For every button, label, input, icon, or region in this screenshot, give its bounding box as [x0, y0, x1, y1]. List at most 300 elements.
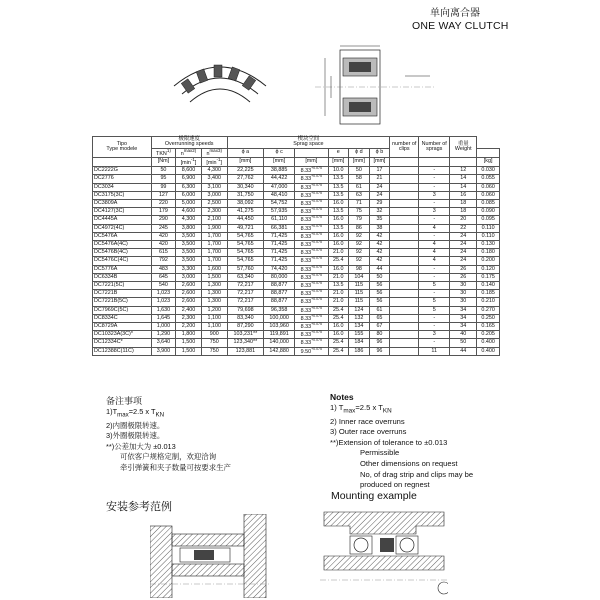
table-cell: 86: [349, 224, 370, 232]
table-row: [93, 208, 500, 216]
table-cell: $8.33^{+0.075}$: [295, 273, 328, 281]
table-cell: 13.5: [328, 175, 349, 183]
table-cell: 32: [369, 208, 390, 216]
table-cell: 95: [151, 175, 175, 183]
table-cell: $8.33^{+0.075}$: [295, 224, 328, 232]
table-cell: 58: [349, 175, 370, 183]
table-cell: 13.5: [328, 208, 349, 216]
table-cell: 80,000: [264, 273, 295, 281]
unit-e: [mm]: [328, 158, 349, 167]
table-cell: 56: [369, 298, 390, 306]
table-cell: 61: [369, 306, 390, 314]
table-cell: 1,700: [201, 257, 227, 265]
table-cell: 24: [369, 191, 390, 199]
table-cell: 2,600: [176, 290, 202, 298]
table-cell: 41,275: [227, 208, 264, 216]
table-cell: 27,762: [227, 175, 264, 183]
col-weight-header: 重量 Weight: [450, 137, 477, 158]
table-cell: 420: [151, 232, 175, 240]
table-cell: 103,960: [264, 323, 295, 331]
notes-en-6: Other dimensions on request: [360, 459, 458, 469]
table-cell: [390, 241, 419, 249]
table-cell: 0.030: [477, 167, 500, 175]
table-cell: 2,400: [176, 306, 202, 314]
table-cell: DC5476C(4C): [93, 257, 152, 265]
table-cell: DC3809A: [93, 200, 152, 208]
table-cell: [390, 175, 419, 183]
table-cell: 30: [450, 290, 477, 298]
table-cell: $9.50^{+0.075}$: [295, 347, 328, 355]
table-cell: [390, 191, 419, 199]
mounting-drawing-right: [320, 508, 448, 598]
table-cell: 13.5: [328, 282, 349, 290]
table-cell: 0.060: [477, 183, 500, 191]
table-cell: 0.205: [477, 331, 500, 339]
table-cell: 540: [151, 282, 175, 290]
table-cell: 29: [369, 200, 390, 208]
table-row: [93, 298, 500, 306]
table-cell: 179: [151, 208, 175, 216]
table-cell: 0.165: [477, 323, 500, 331]
table-cell: 0.110: [477, 224, 500, 232]
table-row: [93, 273, 500, 281]
table-cell: 21.0: [328, 273, 349, 281]
table-cell: 2,600: [176, 282, 202, 290]
unit-dmin: [mm]: [349, 158, 370, 167]
table-cell: [390, 323, 419, 331]
table-cell: $8.33^{+0.075}$: [295, 191, 328, 199]
table-cell: DC7221(5C): [93, 282, 152, 290]
table-cell: [390, 257, 419, 265]
unit-clips: [419, 158, 450, 167]
table-cell: 5: [419, 306, 450, 314]
table-cell: -: [419, 290, 450, 298]
table-cell: 100,000: [264, 314, 295, 322]
table-cell: 3: [419, 191, 450, 199]
table-cell: 14: [450, 175, 477, 183]
table-cell: 31,750: [227, 191, 264, 199]
table-cell: 1,645: [151, 314, 175, 322]
table-cell: $8.33^{+0.075}$: [295, 216, 328, 224]
spec-table: [92, 136, 500, 356]
table-cell: 18: [450, 200, 477, 208]
table-cell: 0.400: [477, 339, 500, 347]
table-cell: 98: [349, 265, 370, 273]
table-cell: $8.33^{+0.075}$: [295, 323, 328, 331]
table-row: [93, 232, 500, 240]
table-cell: 34: [450, 323, 477, 331]
table-cell: 1,500: [176, 347, 202, 355]
notes-en-7: No, of drag strip and clips may be: [360, 469, 474, 479]
table-row: [93, 323, 500, 331]
table-cell: 63: [349, 191, 370, 199]
table-cell: [390, 249, 419, 257]
table-cell: -: [419, 183, 450, 191]
table-cell: DC10323A(3C)*: [93, 331, 152, 339]
table-cell: DC2776: [93, 175, 152, 183]
table-cell: 67: [369, 323, 390, 331]
table-cell: [390, 282, 419, 290]
table-cell: 2,500: [201, 200, 227, 208]
table-cell: 0.090: [477, 208, 500, 216]
table-cell: 26: [450, 273, 477, 281]
table-cell: 6,300: [176, 183, 202, 191]
table-cell: -: [419, 167, 450, 175]
table-cell: 1,700: [201, 249, 227, 257]
table-row: [93, 265, 500, 273]
hdr-dmin: ϕ d: [349, 148, 370, 157]
hdr-sp: [295, 148, 328, 157]
table-cell: 42: [369, 257, 390, 265]
table-cell: 186: [349, 347, 370, 355]
table-cell: 1,630: [151, 306, 175, 314]
table-cell: 25.4: [328, 347, 349, 355]
table-row: [93, 175, 500, 183]
table-cell: 5: [419, 282, 450, 290]
table-row: [93, 339, 500, 347]
table-cell: $8.33^{+0.075}$: [295, 232, 328, 240]
table-cell: 0.140: [477, 282, 500, 290]
notes-cn-5: 可依客户规格定制，欢迎洽询: [120, 452, 217, 462]
table-cell: 61,110: [264, 216, 295, 224]
table-cell: 72,217: [227, 282, 264, 290]
table-cell: 3,400: [201, 175, 227, 183]
table-cell: 38: [369, 224, 390, 232]
table-cell: 79,698: [227, 306, 264, 314]
table-cell: 74,420: [264, 265, 295, 273]
table-cell: 50: [151, 167, 175, 175]
table-cell: -: [419, 323, 450, 331]
table-cell: 71,425: [264, 241, 295, 249]
table-cell: 47,000: [264, 183, 295, 191]
table-cell: 3,100: [201, 183, 227, 191]
table-cell: 123,881: [227, 347, 264, 355]
notes-cn-2: 2)内圈极限转速。: [106, 420, 165, 430]
table-cell: $8.33^{+0.075}$: [295, 200, 328, 208]
table-cell: DC12334C*: [93, 339, 152, 347]
notes-cn-4: **)公差加大为 ±0.013: [106, 441, 176, 451]
table-cell: 1,900: [201, 224, 227, 232]
hdr-bmax: ϕ b: [369, 148, 390, 157]
table-cell: DC6334B: [93, 273, 152, 281]
table-cell: $8.33^{+0.075}$: [295, 208, 328, 216]
table-cell: 0.250: [477, 314, 500, 322]
table-cell: 26: [450, 265, 477, 273]
mounting-title-chinese: 安装参考范例: [106, 501, 172, 513]
table-cell: 4,600: [176, 208, 202, 216]
table-cell: 66,381: [264, 224, 295, 232]
table-cell: 1,023: [151, 290, 175, 298]
table-cell: 12: [450, 167, 477, 175]
table-row: [93, 282, 500, 290]
table-cell: -: [419, 314, 450, 322]
table-cell: 0.095: [477, 216, 500, 224]
table-cell: 103,231**: [227, 331, 264, 339]
table-cell: [390, 183, 419, 191]
table-cell: [390, 314, 419, 322]
table-cell: 63,340: [227, 273, 264, 281]
table-cell: 5: [419, 298, 450, 306]
table-cell: 13.5: [328, 191, 349, 199]
table-cell: DC7221B: [93, 290, 152, 298]
table-cell: 16.0: [328, 323, 349, 331]
table-cell: 13.5: [328, 224, 349, 232]
table-cell: 44,450: [227, 216, 264, 224]
table-cell: 155: [349, 331, 370, 339]
table-cell: 3,900: [151, 347, 175, 355]
table-cell: DC4445A: [93, 216, 152, 224]
unit-sprags: [450, 158, 477, 167]
table-cell: 57,935: [264, 208, 295, 216]
table-cell: [390, 232, 419, 240]
table-cell: 92: [349, 232, 370, 240]
unit-fc: [mm]: [264, 158, 295, 167]
table-cell: 21.0: [328, 249, 349, 257]
table-cell: 40: [450, 331, 477, 339]
table-cell: 645: [151, 273, 175, 281]
table-cell: 1,100: [201, 314, 227, 322]
col-type-header: Tipo Type modele: [93, 137, 152, 158]
table-cell: 16.0: [328, 265, 349, 273]
notes-chinese: [106, 396, 231, 474]
table-cell: 4: [419, 224, 450, 232]
table-cell: 56: [369, 282, 390, 290]
notes-cn-title: 备注事项: [106, 396, 143, 406]
table-cell: 16.0: [328, 241, 349, 249]
table-cell: 1,500: [201, 273, 227, 281]
table-cell: -: [419, 175, 450, 183]
table-cell: 11: [419, 347, 450, 355]
table-cell: $8.33^{+0.075}$: [295, 241, 328, 249]
table-cell: 3,000: [201, 191, 227, 199]
table-cell: 0.060: [477, 191, 500, 199]
table-cell: [390, 216, 419, 224]
table-cell: 142,880: [264, 347, 295, 355]
table-cell: DC4972(4C): [93, 224, 152, 232]
table-cell: 1,290: [151, 331, 175, 339]
unit-tkn: [Nm]: [151, 158, 175, 167]
table-row: [93, 216, 500, 224]
table-cell: -: [419, 200, 450, 208]
table-cell: 134: [349, 323, 370, 331]
table-cell: 71: [349, 200, 370, 208]
table-row: [93, 224, 500, 232]
table-cell: 92: [349, 257, 370, 265]
table-cell: $8.33^{+0.075}$: [295, 298, 328, 306]
table-cell: [390, 200, 419, 208]
table-cell: [390, 273, 419, 281]
table-cell: 14: [450, 183, 477, 191]
table-cell: 30,340: [227, 183, 264, 191]
table-cell: 16.0: [328, 216, 349, 224]
table-cell: 54,752: [264, 200, 295, 208]
table-cell: 75: [349, 208, 370, 216]
table-cell: 56: [369, 290, 390, 298]
table-cell: 290: [151, 216, 175, 224]
table-cell: 99: [151, 183, 175, 191]
table-cell: 0.175: [477, 273, 500, 281]
table-cell: $8.33^{+0.075}$: [295, 183, 328, 191]
table-cell: 42: [369, 249, 390, 257]
table-cell: 0.210: [477, 298, 500, 306]
table-cell: 2,100: [201, 216, 227, 224]
table-cell: 54,765: [227, 241, 264, 249]
unit-blank: [93, 158, 152, 167]
table-cell: DC7221B(5C): [93, 298, 152, 306]
table-cell: DC7969C(5C): [93, 306, 152, 314]
table-cell: 3,000: [176, 273, 202, 281]
mounting-title-english: Mounting example: [331, 490, 417, 502]
cross-section-drawing: [305, 40, 445, 130]
mounting-drawing-left: [150, 514, 270, 598]
table-cell: -: [419, 216, 450, 224]
table-cell: 119,891: [264, 331, 295, 339]
table-cell: 72,217: [227, 290, 264, 298]
table-cell: 24: [369, 183, 390, 191]
table-cell: 1,300: [201, 290, 227, 298]
table-cell: 0.120: [477, 265, 500, 273]
hdr-fa: ϕ a: [227, 148, 264, 157]
table-cell: 123,340**: [227, 339, 264, 347]
table-cell: 96: [369, 347, 390, 355]
unit-n1: $[\min^{-1}]$: [176, 158, 202, 167]
table-cell: 3,500: [176, 249, 202, 257]
table-cell: 0.110: [477, 232, 500, 240]
table-cell: 5,000: [176, 200, 202, 208]
col-sprags-header: Number of sprags: [419, 137, 450, 158]
table-row: [93, 290, 500, 298]
table-cell: 4,300: [201, 167, 227, 175]
table-cell: 88,877: [264, 298, 295, 306]
table-cell: 25.4: [328, 257, 349, 265]
table-cell: 10.0: [328, 167, 349, 175]
table-cell: 220: [151, 200, 175, 208]
table-cell: 2,200: [176, 323, 202, 331]
table-cell: 3,500: [176, 257, 202, 265]
table-cell: 61: [349, 183, 370, 191]
notes-english: [330, 392, 590, 491]
table-cell: 34: [450, 314, 477, 322]
table-cell: -: [419, 265, 450, 273]
hdr-tkn: TKN$^{1)}$: [151, 148, 175, 157]
unit-kg: [kg]: [477, 158, 500, 167]
table-row: [93, 331, 500, 339]
table-cell: DC12388C(11C): [93, 347, 152, 355]
table-cell: 35: [369, 216, 390, 224]
notes-cn-1: $1)T_{max}=2.5$ x $T_{KN}$: [106, 406, 165, 419]
table-cell: [390, 167, 419, 175]
table-cell: 1,700: [201, 232, 227, 240]
table-cell: 80: [369, 331, 390, 339]
table-cell: DC3034: [93, 183, 152, 191]
table-cell: DC5776A: [93, 265, 152, 273]
table-cell: 54,765: [227, 232, 264, 240]
table-cell: 0.055: [477, 175, 500, 183]
unit-bmax: [mm]: [369, 158, 390, 167]
table-cell: 88,877: [264, 290, 295, 298]
table-cell: 792: [151, 257, 175, 265]
table-cell: 1,800: [176, 331, 202, 339]
table-cell: 3,640: [151, 339, 175, 347]
unit-sp: [mm]: [295, 158, 328, 167]
table-cell: 16.0: [328, 232, 349, 240]
table-cell: 3,500: [176, 241, 202, 249]
table-cell: 1,023: [151, 298, 175, 306]
table-cell: 420: [151, 241, 175, 249]
table-cell: $8.33^{+0.075}$: [295, 314, 328, 322]
table-cell: 900: [201, 331, 227, 339]
table-cell: 16: [450, 191, 477, 199]
table-cell: 24: [450, 241, 477, 249]
table-cell: 4: [419, 249, 450, 257]
unit-blank2: [390, 158, 419, 167]
table-cell: 3,500: [176, 232, 202, 240]
table-row: [93, 314, 500, 322]
notes-en-3: 3) Outer race overruns: [330, 427, 407, 437]
table-cell: 0.180: [477, 249, 500, 257]
table-cell: 1,600: [201, 265, 227, 273]
table-cell: 104: [349, 273, 370, 281]
table-cell: 124: [349, 306, 370, 314]
table-cell: 1,000: [151, 323, 175, 331]
hdr-fc: ϕ c: [264, 148, 295, 157]
table-cell: 88,877: [264, 282, 295, 290]
table-cell: 4,300: [176, 216, 202, 224]
table-cell: 115: [349, 282, 370, 290]
table-cell: $8.33^{+0.075}$: [295, 331, 328, 339]
table-cell: 21.0: [328, 290, 349, 298]
table-cell: DC3175(3C): [93, 191, 152, 199]
table-cell: 57,760: [227, 265, 264, 273]
notes-en-5: Permissible: [360, 448, 400, 458]
hdr-nmax-inner: $n^{max2)}$: [176, 148, 202, 157]
table-cell: DC5476B(4C): [93, 249, 152, 257]
table-cell: 0.270: [477, 306, 500, 314]
table-row: [93, 249, 500, 257]
table-cell: 3,300: [176, 265, 202, 273]
table-cell: 1,100: [201, 323, 227, 331]
table-cell: 4: [419, 257, 450, 265]
table-cell: 44,422: [264, 175, 295, 183]
table-cell: [390, 347, 419, 355]
table-cell: 54,765: [227, 257, 264, 265]
table-cell: 25.4: [328, 314, 349, 322]
table-cell: 38,092: [227, 200, 264, 208]
table-cell: DC8729A: [93, 323, 152, 331]
table-cell: [390, 208, 419, 216]
notes-en-2: 2) Inner race overruns: [330, 416, 405, 426]
table-cell: 483: [151, 265, 175, 273]
table-cell: 34: [450, 306, 477, 314]
clutch-ring-drawing: [170, 50, 270, 112]
hdr-nmax-outer: $n^{max3)}$: [201, 148, 227, 157]
table-cell: 132: [349, 314, 370, 322]
table-cell: 6,900: [176, 175, 202, 183]
table-cell: 6,000: [176, 191, 202, 199]
unit-n2: $[\min^{-1}]$: [201, 158, 227, 167]
table-cell: -: [419, 339, 450, 347]
table-cell: 615: [151, 249, 175, 257]
table-cell: 16.0: [328, 331, 349, 339]
notes-en-title: Notes: [330, 392, 354, 402]
table-cell: 24: [450, 232, 477, 240]
table-cell: 20: [450, 216, 477, 224]
table-cell: [390, 331, 419, 339]
table-cell: 72,217: [227, 298, 264, 306]
table-cell: 92: [349, 249, 370, 257]
table-cell: 2,300: [176, 314, 202, 322]
table-cell: 2,600: [176, 298, 202, 306]
